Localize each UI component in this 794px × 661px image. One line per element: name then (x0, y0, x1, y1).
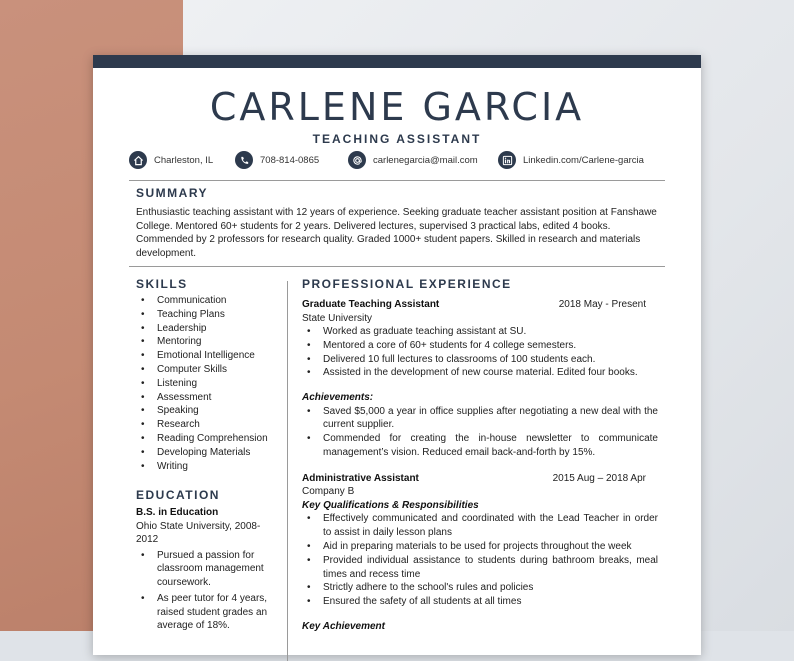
skill-item: • Communication (136, 294, 276, 308)
skill-item: • Teaching Plans (136, 308, 276, 322)
job-company: Company B (302, 486, 355, 498)
skill-item: • Research (136, 418, 276, 432)
skill-item: • Assessment (136, 391, 276, 405)
skill-item: • Mentoring (136, 335, 276, 349)
divider (129, 266, 665, 267)
job-duty: • Worked as graduate teaching assistant at SU. (302, 325, 658, 339)
skills-list (136, 294, 276, 473)
job-duty: • Delivered 10 full lectures to classrooms of 100 students each. (302, 353, 658, 367)
skill-item: • Emotional Intelligence (136, 349, 276, 363)
skill-item: • Reading Comprehension (136, 432, 276, 446)
contact-linkedin (498, 151, 644, 169)
contact-email (348, 151, 478, 169)
skills-section (136, 294, 276, 473)
skill-item: • Speaking (136, 404, 276, 418)
skill-item: • Computer Skills (136, 363, 276, 377)
resume-page (93, 55, 701, 655)
job-title: Graduate Teaching Assistant (302, 299, 440, 310)
education-item: • Pursued a passion for classroom management coursework. (136, 549, 276, 590)
job-company: State University (302, 312, 373, 324)
job-duty: • Strictly adhere to the school's rules and policies (302, 581, 658, 595)
job-duty: • Ensured the safety of all students at all times (302, 595, 658, 609)
achievement-item: • Commended for creating the in-house newsletter to communicate management’s vision. Reduced email back-and-forth by 15%. (302, 432, 658, 460)
job-date: 2018 May - Present (558, 299, 646, 310)
achievements-label: Achievements: (302, 392, 374, 404)
job-duties (302, 512, 658, 609)
job-title: Administrative Assistant (302, 472, 419, 484)
column-divider (287, 281, 288, 661)
education-list (136, 549, 276, 634)
job-duties (302, 325, 658, 380)
experience-heading: PROFESSIONAL EXPERIENCE (302, 277, 512, 291)
home-icon (129, 151, 147, 169)
at-icon (348, 151, 366, 169)
education-degree: B.S. in Education (136, 507, 219, 518)
contact-phone (235, 151, 319, 169)
job-entry (302, 298, 658, 460)
phone-icon (235, 151, 253, 169)
contact-location (129, 151, 213, 169)
skills-heading: SKILLS (136, 277, 188, 291)
education-school: Ohio State University, 2008-2012 (136, 520, 261, 545)
linkedin-icon (498, 151, 516, 169)
candidate-title: TEACHING ASSISTANT (312, 132, 482, 146)
key-achievement-label: Key Achievement (302, 620, 385, 632)
job-duty: • Provided individual assistance to students during bathroom breaks, meal times and recess time (302, 554, 658, 582)
contact-phone-text: 708-814-0865 (260, 154, 320, 166)
experience-section (302, 298, 658, 633)
contact-email-text: carlenegarcia@mail.com (373, 154, 478, 166)
contact-linkedin-text: Linkedin.com/Carlene-garcia (523, 154, 644, 166)
summary-text: Enthusiastic teaching assistant with 12 years of experience. Seeking graduate teacher assistant position at Fanshawe College. Mentored 60+ students for 2 years. Delivered lectures, supervised 3 practical labs, edited 4 books. Commended by 2 professors for research quality. Graded 1000+ student papers. Skilled in research and materials development. (136, 207, 657, 259)
achievement-item: • Saved $5,000 a year in office supplies after negotiating a new deal with the current supplier. (302, 405, 658, 433)
job-duty: • Mentored a core of 60+ students for 4 college semesters. (302, 339, 658, 353)
summary-heading: SUMMARY (136, 186, 209, 200)
job-entry (302, 472, 658, 634)
candidate-name: CARLENE GARCIA (209, 85, 585, 129)
job-date: 2015 Aug – 2018 Apr (552, 472, 646, 484)
job-duty: • Effectively communicated and coordinated with the Lead Teacher in order to assist in daily lesson plans (302, 512, 658, 540)
education-section (136, 506, 276, 633)
achievements-list (302, 405, 658, 460)
skill-item: • Writing (136, 460, 276, 474)
education-heading: EDUCATION (136, 488, 220, 502)
qualifications-label: Key Qualifications & Responsibilities (302, 499, 479, 511)
skill-item: • Developing Materials (136, 446, 276, 460)
education-item: • As peer tutor for 4 years, raised student grades an average of 18%. (136, 592, 276, 633)
divider (129, 180, 665, 181)
job-duty: • Aid in preparing materials to be used for projects throughout the week (302, 540, 658, 554)
skill-item: • Listening (136, 377, 276, 391)
job-duty: • Assisted in the development of new course material. Edited four books. (302, 366, 658, 380)
skill-item: • Leadership (136, 322, 276, 336)
contact-location-text: Charleston, IL (154, 154, 214, 166)
header-bar (93, 55, 701, 68)
